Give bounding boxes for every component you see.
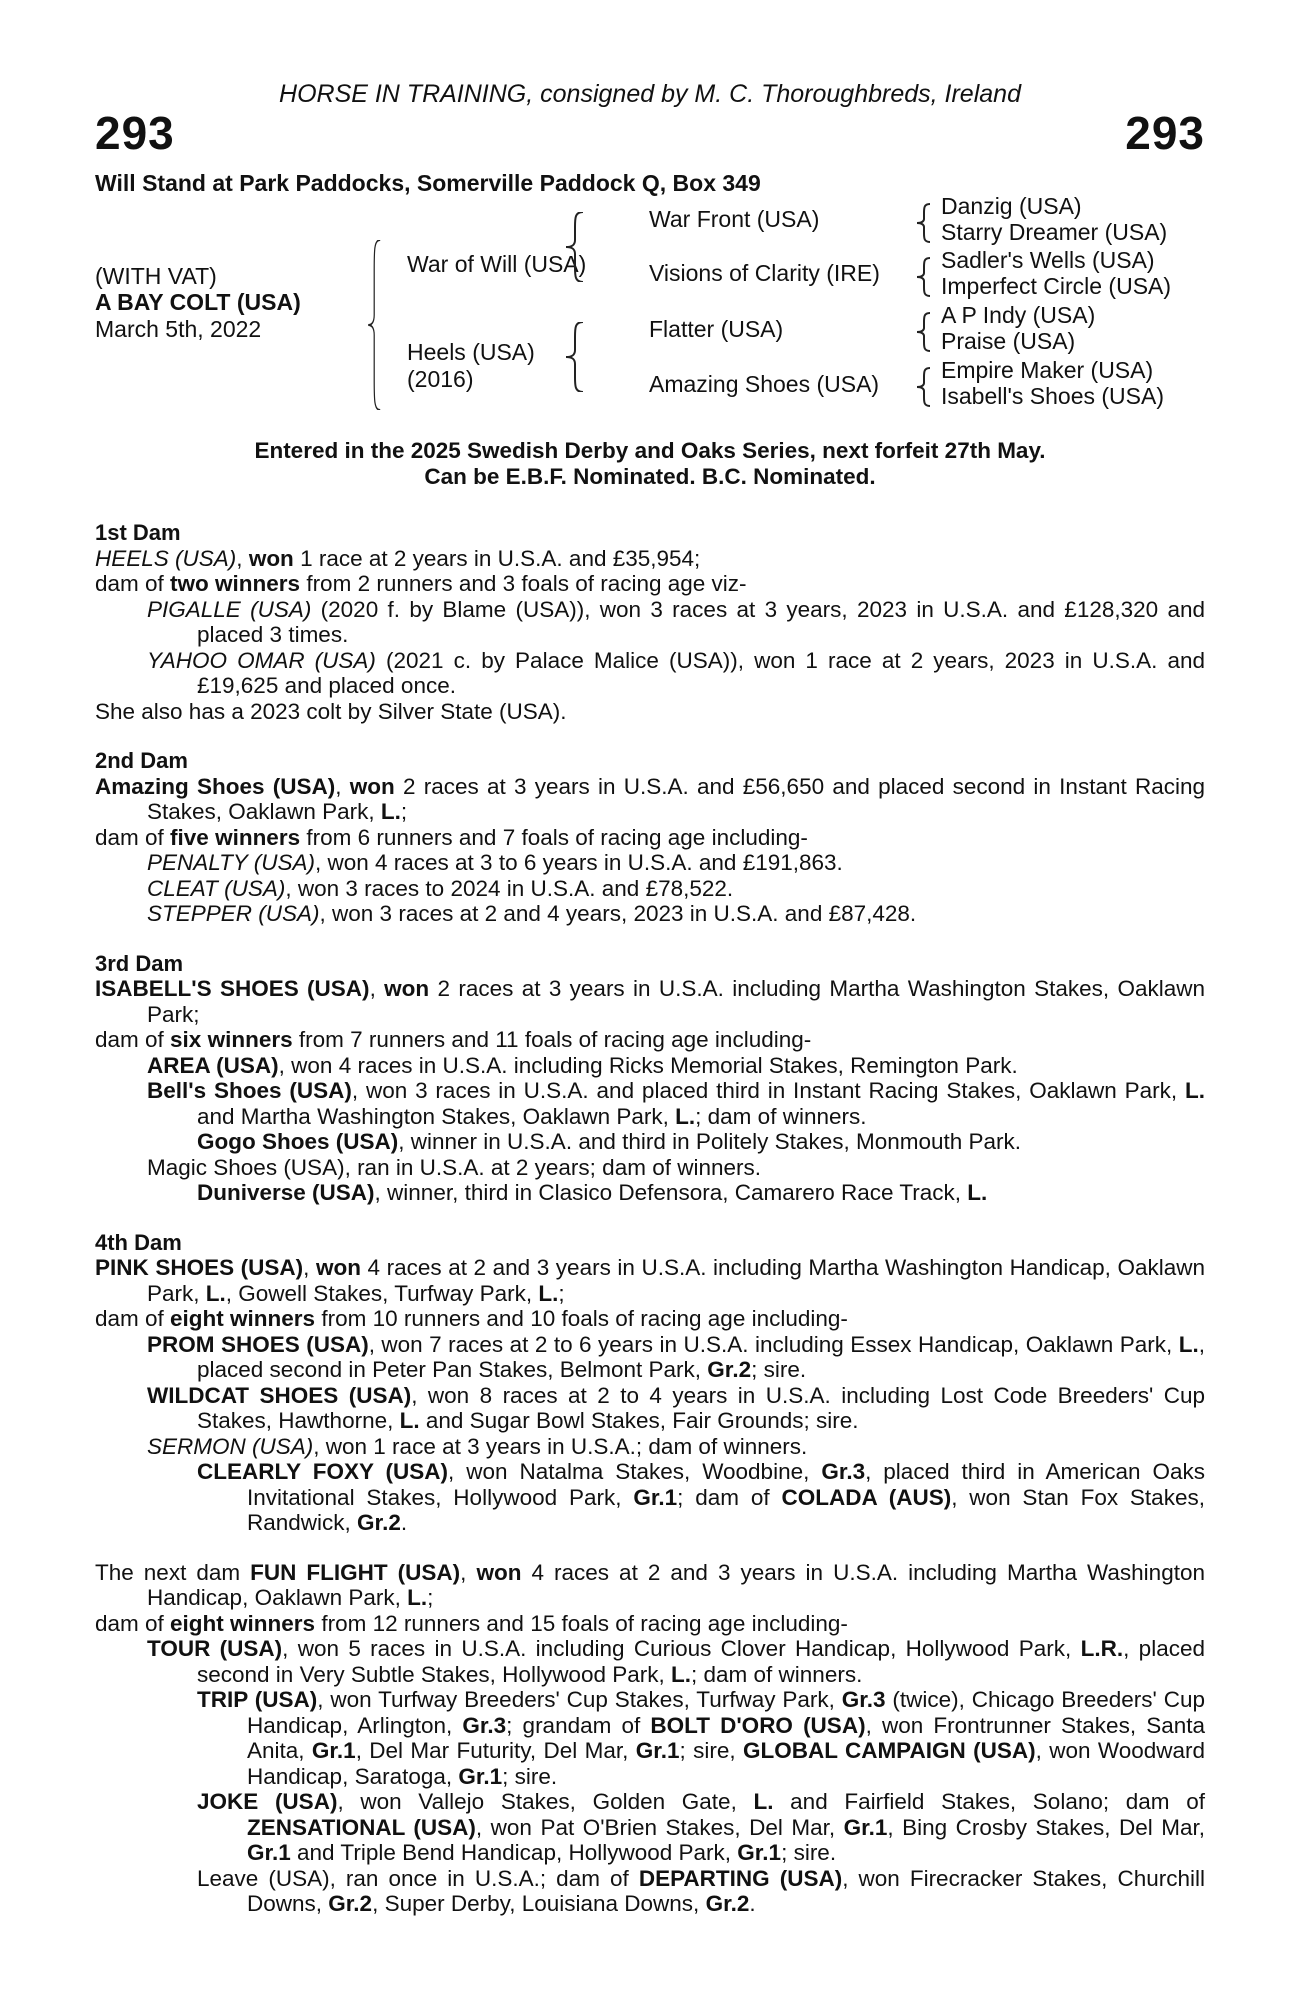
section-heading: 4th Dam: [95, 1229, 182, 1255]
third-dam-section: [95, 951, 1205, 1206]
first-dam-section: [95, 520, 1205, 724]
dam-produce-summary: dam of eight winners from 12 runners and 15 foals of racing age including-: [95, 1610, 848, 1636]
sd-sire: Sadler's Wells (USA): [941, 247, 1155, 273]
produce-entry: AREA (USA), won 4 races in U.S.A. including Ricks Memorial Stakes, Remington Park.: [147, 1052, 1018, 1078]
dam-dam: Amazing Shoes (USA): [649, 371, 880, 397]
bracket-sire: [563, 212, 587, 288]
dd-sire: Empire Maker (USA): [941, 357, 1154, 383]
produce-entry: CLEAT (USA), won 3 races to 2024 in U.S.A. and £78,522.: [147, 875, 734, 901]
entry-line-1: Entered in the 2025 Swedish Derby and Oaks Series, next forfeit 27th May.: [254, 438, 1046, 463]
produce-entry: PROM SHOES (USA), won 7 races at 2 to 6 years in U.S.A. including Essex Handicap, Oaklawn Park, L., placed second in Peter Pan Stakes, Belmont Park, Gr.2; sire.: [147, 1331, 1206, 1382]
dam-record: PINK SHOES (USA), won 4 races at 2 and 3 years in U.S.A. including Martha Washington Handicap, Oaklawn Park, L., Gowell Stakes, Turfway Park, L.;: [95, 1255, 1205, 1306]
ds-dam: Praise (USA): [941, 328, 1076, 354]
dam-record: The next dam FUN FLIGHT (USA), won 4 races at 2 and 3 years in U.S.A. including Martha Washington Handicap, Oaklawn Park, L.;: [95, 1559, 1205, 1610]
bracket-sd: [915, 257, 933, 303]
bracket-ss: [915, 203, 933, 249]
consignor-line: HORSE IN TRAINING, consigned by M. C. Thoroughbreds, Ireland: [279, 80, 1021, 108]
produce-entry: Bell's Shoes (USA), won 3 races in U.S.A. and placed third in Instant Racing Stakes, Oaklawn Park, L. and Martha Washington Stakes, Oaklawn Park, L.; dam of winners.: [147, 1078, 1205, 1129]
sire-dam: Visions of Clarity (IRE): [649, 260, 880, 286]
ds-sire: A P Indy (USA): [941, 302, 1096, 328]
dam-name: Heels (USA): [407, 339, 535, 365]
lot-number-right: 293: [1125, 107, 1205, 159]
dam-produce-summary: dam of six winners from 7 runners and 11 foals of racing age including-: [95, 1027, 812, 1052]
catalogue-page: [95, 0, 1205, 1917]
entry-notice: [95, 438, 1205, 490]
produce-entry: WILDCAT SHOES (USA), won 8 races at 2 to 4 years in U.S.A. including Lost Code Breeders' Cup Stakes, Hawthorne, L. and Sugar Bowl Stakes, Fair Grounds; sire.: [147, 1382, 1205, 1433]
bracket-dd: [915, 367, 933, 413]
ss-sire: Danzig (USA): [941, 193, 1082, 219]
produce-entry: YAHOO OMAR (USA) (2021 c. by Palace Malice (USA)), won 1 race at 2 years, 2023 in U.S.A. and £19,625 and placed once.: [147, 647, 1205, 698]
produce-entry: JOKE (USA), won Vallejo Stakes, Golden Gate, L. and Fairfield Stakes, Solano; dam of ZENSATIONAL (USA), won Pat O'Brien Stakes, Del Mar, Gr.1, Bing Crosby Stakes, Del Mar, Gr.1 and Triple Bend Handicap, Hollywood Park, Gr.1; sire.: [197, 1789, 1205, 1865]
fourth-dam-section: [95, 1230, 1205, 1536]
produce-entry: PENALTY (USA), won 4 races at 3 to 6 years in U.S.A. and £191,863.: [147, 850, 843, 875]
bracket-ds: [915, 312, 933, 358]
stand-location: Will Stand at Park Paddocks, Somerville Paddock Q, Box 349: [95, 170, 761, 196]
foaling-date: March 5th, 2022: [95, 316, 262, 342]
vat-label: (WITH VAT): [95, 263, 217, 289]
produce-entry: PIGALLE (USA) (2020 f. by Blame (USA)), won 3 races at 3 years, 2023 in U.S.A. and £128,320 and placed 3 times.: [147, 596, 1205, 647]
dam-record: ISABELL'S SHOES (USA), won 2 races at 3 years in U.S.A. including Martha Washington Stakes, Oaklawn Park;: [95, 976, 1205, 1027]
lot-number-left: 293: [95, 107, 175, 159]
fifth-dam-section: [95, 1560, 1205, 1917]
produce-entry: Gogo Shoes (USA), winner in U.S.A. and third in Politely Stakes, Monmouth Park.: [197, 1129, 1022, 1154]
sd-dam: Imperfect Circle (USA): [941, 273, 1172, 299]
produce-entry: TOUR (USA), won 5 races in U.S.A. including Curious Clover Handicap, Hollywood Park, L.R., placed second in Very Subtle Stakes, Hollywood Park, L.; dam of winners.: [147, 1636, 1205, 1687]
ss-dam: Starry Dreamer (USA): [941, 219, 1168, 245]
dam-record: HEELS (USA), won 1 race at 2 years in U.S.A. and £35,954;: [95, 545, 701, 571]
produce-entry: Leave (USA), ran once in U.S.A.; dam of DEPARTING (USA), won Firecracker Stakes, Churchill Downs, Gr.2, Super Derby, Louisiana Downs, Gr.2.: [197, 1865, 1205, 1916]
dam-produce-summary: dam of five winners from 6 runners and 7 foals of racing age including-: [95, 824, 808, 850]
dam-record: Amazing Shoes (USA), won 2 races at 3 years in U.S.A. and £56,650 and placed second in Instant Racing Stakes, Oaklawn Park, L.;: [95, 773, 1205, 824]
produce-entry: STEPPER (USA), won 3 races at 2 and 4 years, 2023 in U.S.A. and £87,428.: [147, 901, 917, 926]
dd-dam: Isabell's Shoes (USA): [941, 383, 1164, 409]
produce-entry: Magic Shoes (USA), ran in U.S.A. at 2 years; dam of winners.: [147, 1154, 761, 1180]
lot-row: [95, 107, 1205, 159]
produce-entry: TRIP (USA), won Turfway Breeders' Cup Stakes, Turfway Park, Gr.3 (twice), Chicago Breeders' Cup Handicap, Arlington, Gr.3; grandam of BOLT D'ORO (USA), won Frontrunner Stakes, Santa Anita, Gr.1, Del Mar Futurity, Del Mar, Gr.1; sire, GLOBAL CAMPAIGN (USA), won Woodward Handicap, Saratoga, Gr.1; sire.: [197, 1687, 1206, 1789]
produce-entry: CLEARLY FOXY (USA), won Natalma Stakes, Woodbine, Gr.3, placed third in American Oaks Invitational Stakes, Hollywood Park, Gr.1; dam of COLADA (AUS), won Stan Fox Stakes, Randwick, Gr.2.: [197, 1459, 1205, 1535]
pedigree-table: [95, 193, 1205, 430]
dam-produce-summary: dam of two winners from 2 runners and 3 foals of racing age viz-: [95, 571, 747, 596]
section-heading: 1st Dam: [95, 520, 181, 545]
produce-note: She also has a 2023 colt by Silver State (USA).: [95, 698, 567, 724]
dam-produce-summary: dam of eight winners from 10 runners and 10 foals of racing age including-: [95, 1306, 848, 1331]
produce-entry: SERMON (USA), won 1 race at 3 years in U.S.A.; dam of winners.: [147, 1433, 808, 1459]
second-dam-section: [95, 748, 1205, 927]
sire-sire: War Front (USA): [649, 206, 820, 232]
bracket-dam: [563, 322, 587, 398]
dam-year: (2016): [407, 366, 474, 392]
section-heading: 2nd Dam: [95, 748, 188, 773]
produce-entry: Duniverse (USA), winner, third in Clasico Defensora, Camarero Race Track, L.: [197, 1180, 988, 1205]
entry-line-2: Can be E.B.F. Nominated. B.C. Nominated.: [424, 464, 876, 489]
dam-sire: Flatter (USA): [649, 316, 784, 342]
bracket-main: [367, 240, 385, 410]
sire-name: War of Will (USA): [407, 251, 587, 277]
section-heading: 3rd Dam: [95, 950, 184, 976]
horse-name: A BAY COLT (USA): [95, 289, 301, 315]
